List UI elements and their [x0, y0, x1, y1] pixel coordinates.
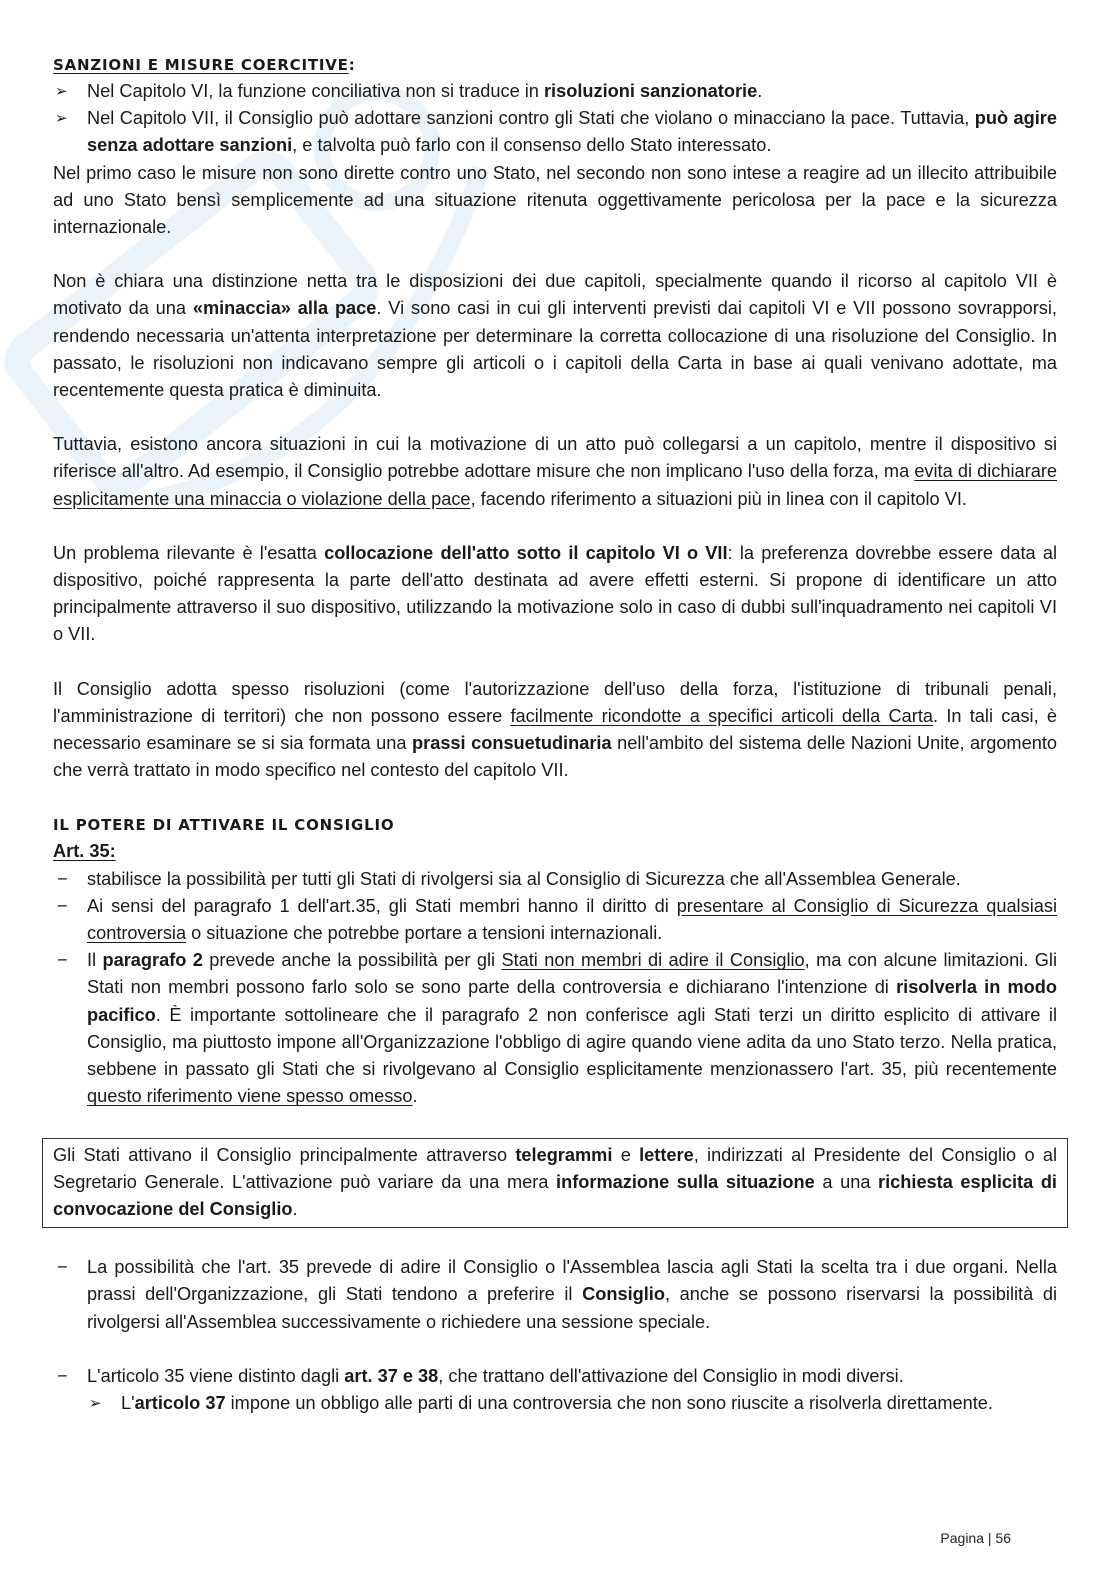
dash-bullet-icon: − [57, 950, 68, 971]
list-item: ➢ L'articolo 37 impone un obbligo alle parti di una controversia che non sono riuscite a risolverla direttamente. [53, 1390, 1057, 1417]
section-heading-potere: IL POTERE DI ATTIVARE IL CONSIGLIO [53, 816, 395, 835]
section-heading-sanzioni: SANZIONI E MISURE COERCITIVE: [53, 56, 356, 74]
paragraph: Tuttavia, esistono ancora situazioni in cui la motivazione di un atto può collegarsi a un capitolo, mentre il dispositivo si riferisce all'altro. Ad esempio, il Consiglio potrebbe adottare misure che non implicano l'uso della forza, ma evita di dichiarare esplicitamente una minaccia o violazione della pace, facendo riferimento a situazioni più in linea con il capitolo VI. [53, 434, 1057, 509]
list-item: ➢ Nel Capitolo VII, il Consiglio può adottare sanzioni contro gli Stati che violano o minacciano la pace. Tuttavia, può agire senza adottare sanzioni, e talvolta può farlo con il consenso dello Stato interessato. [53, 105, 1057, 159]
list-item: − stabilisce la possibilità per tutti gli Stati di rivolgersi sia al Consiglio di Sicurezza che all'Assemblea Generale. [53, 866, 1057, 893]
dash-bullet-icon: − [57, 1365, 68, 1386]
paragraph: Il Consiglio adotta spesso risoluzioni (come l'autorizzazione dell'uso della forza, l'istituzione di tribunali penali, l'amministrazione di territori) che non possono essere facilmente ricondotte a specifici articoli della Carta. In tali casi, è necessario esaminare se si sia formata una prassi consuetudinaria nell'ambito del sistema delle Nazioni Unite, argomento che verrà trattato in modo specifico nel contesto del capitolo VII. [53, 678, 1057, 781]
list-item: − L'articolo 35 viene distinto dagli art. 37 e 38, che trattano dell'attivazione del Consiglio in modi diversi. [53, 1363, 1057, 1390]
dash-bullet-icon: − [57, 895, 68, 916]
list-item: − Il paragrafo 2 prevede anche la possibilità per gli Stati non membri di adire il Consiglio, ma con alcune limitazioni. Gli Stati non membri possono farlo solo se sono parte della controversia e dichiarano l'intenzione di risolverla in modo pacifico. È importante sottolineare che il paragrafo 2 non conferisce agli Stati terzi un diritto esplicito di attivare il Consiglio, ma piuttosto impone all'Organizzazione l'obbligo di agire quando viene adita da uno Stato terzo. Nella pratica, sebbene in passato gli Stati che si rivolgevano al Consiglio esplicitamente menzionassero l'art. 35, più recentemente questo riferimento viene spesso omesso. [53, 947, 1057, 1110]
page-number: Pagina | 56 [940, 1530, 1011, 1546]
arrow-bullet-icon: ➢ [55, 110, 68, 128]
paragraph: Nel primo caso le misure non sono dirette contro uno Stato, nel secondo non sono intese a reagire ad un illecito attribuibile ad uno Stato bensì semplicemente ad una situazione ritenuta oggettivamente pericolosa per la pace e la sicurezza internazionale. [53, 162, 1057, 238]
document-page [53, 52, 1057, 1417]
arrow-bullet-icon: ➢ [89, 1394, 102, 1412]
paragraph: Un problema rilevante è l'esatta collocazione dell'atto sotto il capitolo VI o VII: la preferenza dovrebbe essere data al dispositivo, poiché rappresenta la parte dell'atto destinata ad avere effetti esterni. Si propone di identificare un atto principalmente attraverso il suo dispositivo, utilizzando la motivazione solo in caso di dubbi sull'inquadramento nei capitoli VI o VII. [53, 542, 1057, 645]
list-item: − Ai sensi del paragrafo 1 dell'art.35, gli Stati membri hanno il diritto di presentare al Consiglio di Sicurezza qualsiasi controversia o situazione che potrebbe portare a tensioni internazionali. [53, 893, 1057, 947]
paragraph: Non è chiara una distinzione netta tra le disposizioni dei due capitoli, specialmente quando il ricorso al capitolo VII è motivato da una «minaccia» alla pace. Vi sono casi in cui gli interventi previsti dai capitoli VI e VII possono sovrapporsi, rendendo necessaria un'attenta interpretazione per determinare la corretta collocazione di una risoluzione del Consiglio. In passato, le risoluzioni non indicavano sempre gli articoli o i capitoli della Carta in base ai quali venivano adottate, ma recentemente questa pratica è diminuita. [53, 271, 1057, 401]
list-item: ➢ Nel Capitolo VI, la funzione conciliativa non si traduce in risoluzioni sanzionatorie. [53, 78, 1057, 105]
arrow-bullet-icon: ➢ [55, 83, 68, 100]
dash-bullet-icon: − [57, 1257, 68, 1278]
article-title: Art. 35: [53, 841, 116, 862]
dash-bullet-icon: − [57, 868, 68, 889]
highlight-box: Gli Stati attivano il Consiglio principalmente attraverso telegrammi e lettere, indirizzati al Presidente del Consiglio o al Segretario Generale. L'attivazione può variare da una mera informazione sulla situazione a una richiesta esplicita di convocazione del Consiglio. [42, 1138, 1068, 1229]
list-item: − La possibilità che l'art. 35 prevede di adire il Consiglio o l'Assemblea lascia agli Stati la scelta tra i due organi. Nella prassi dell'Organizzazione, gli Stati tendono a preferire il Consiglio, anche se possono riservarsi la possibilità di rivolgersi all'Assemblea successivamente o richiedere una sessione speciale. [53, 1254, 1057, 1336]
